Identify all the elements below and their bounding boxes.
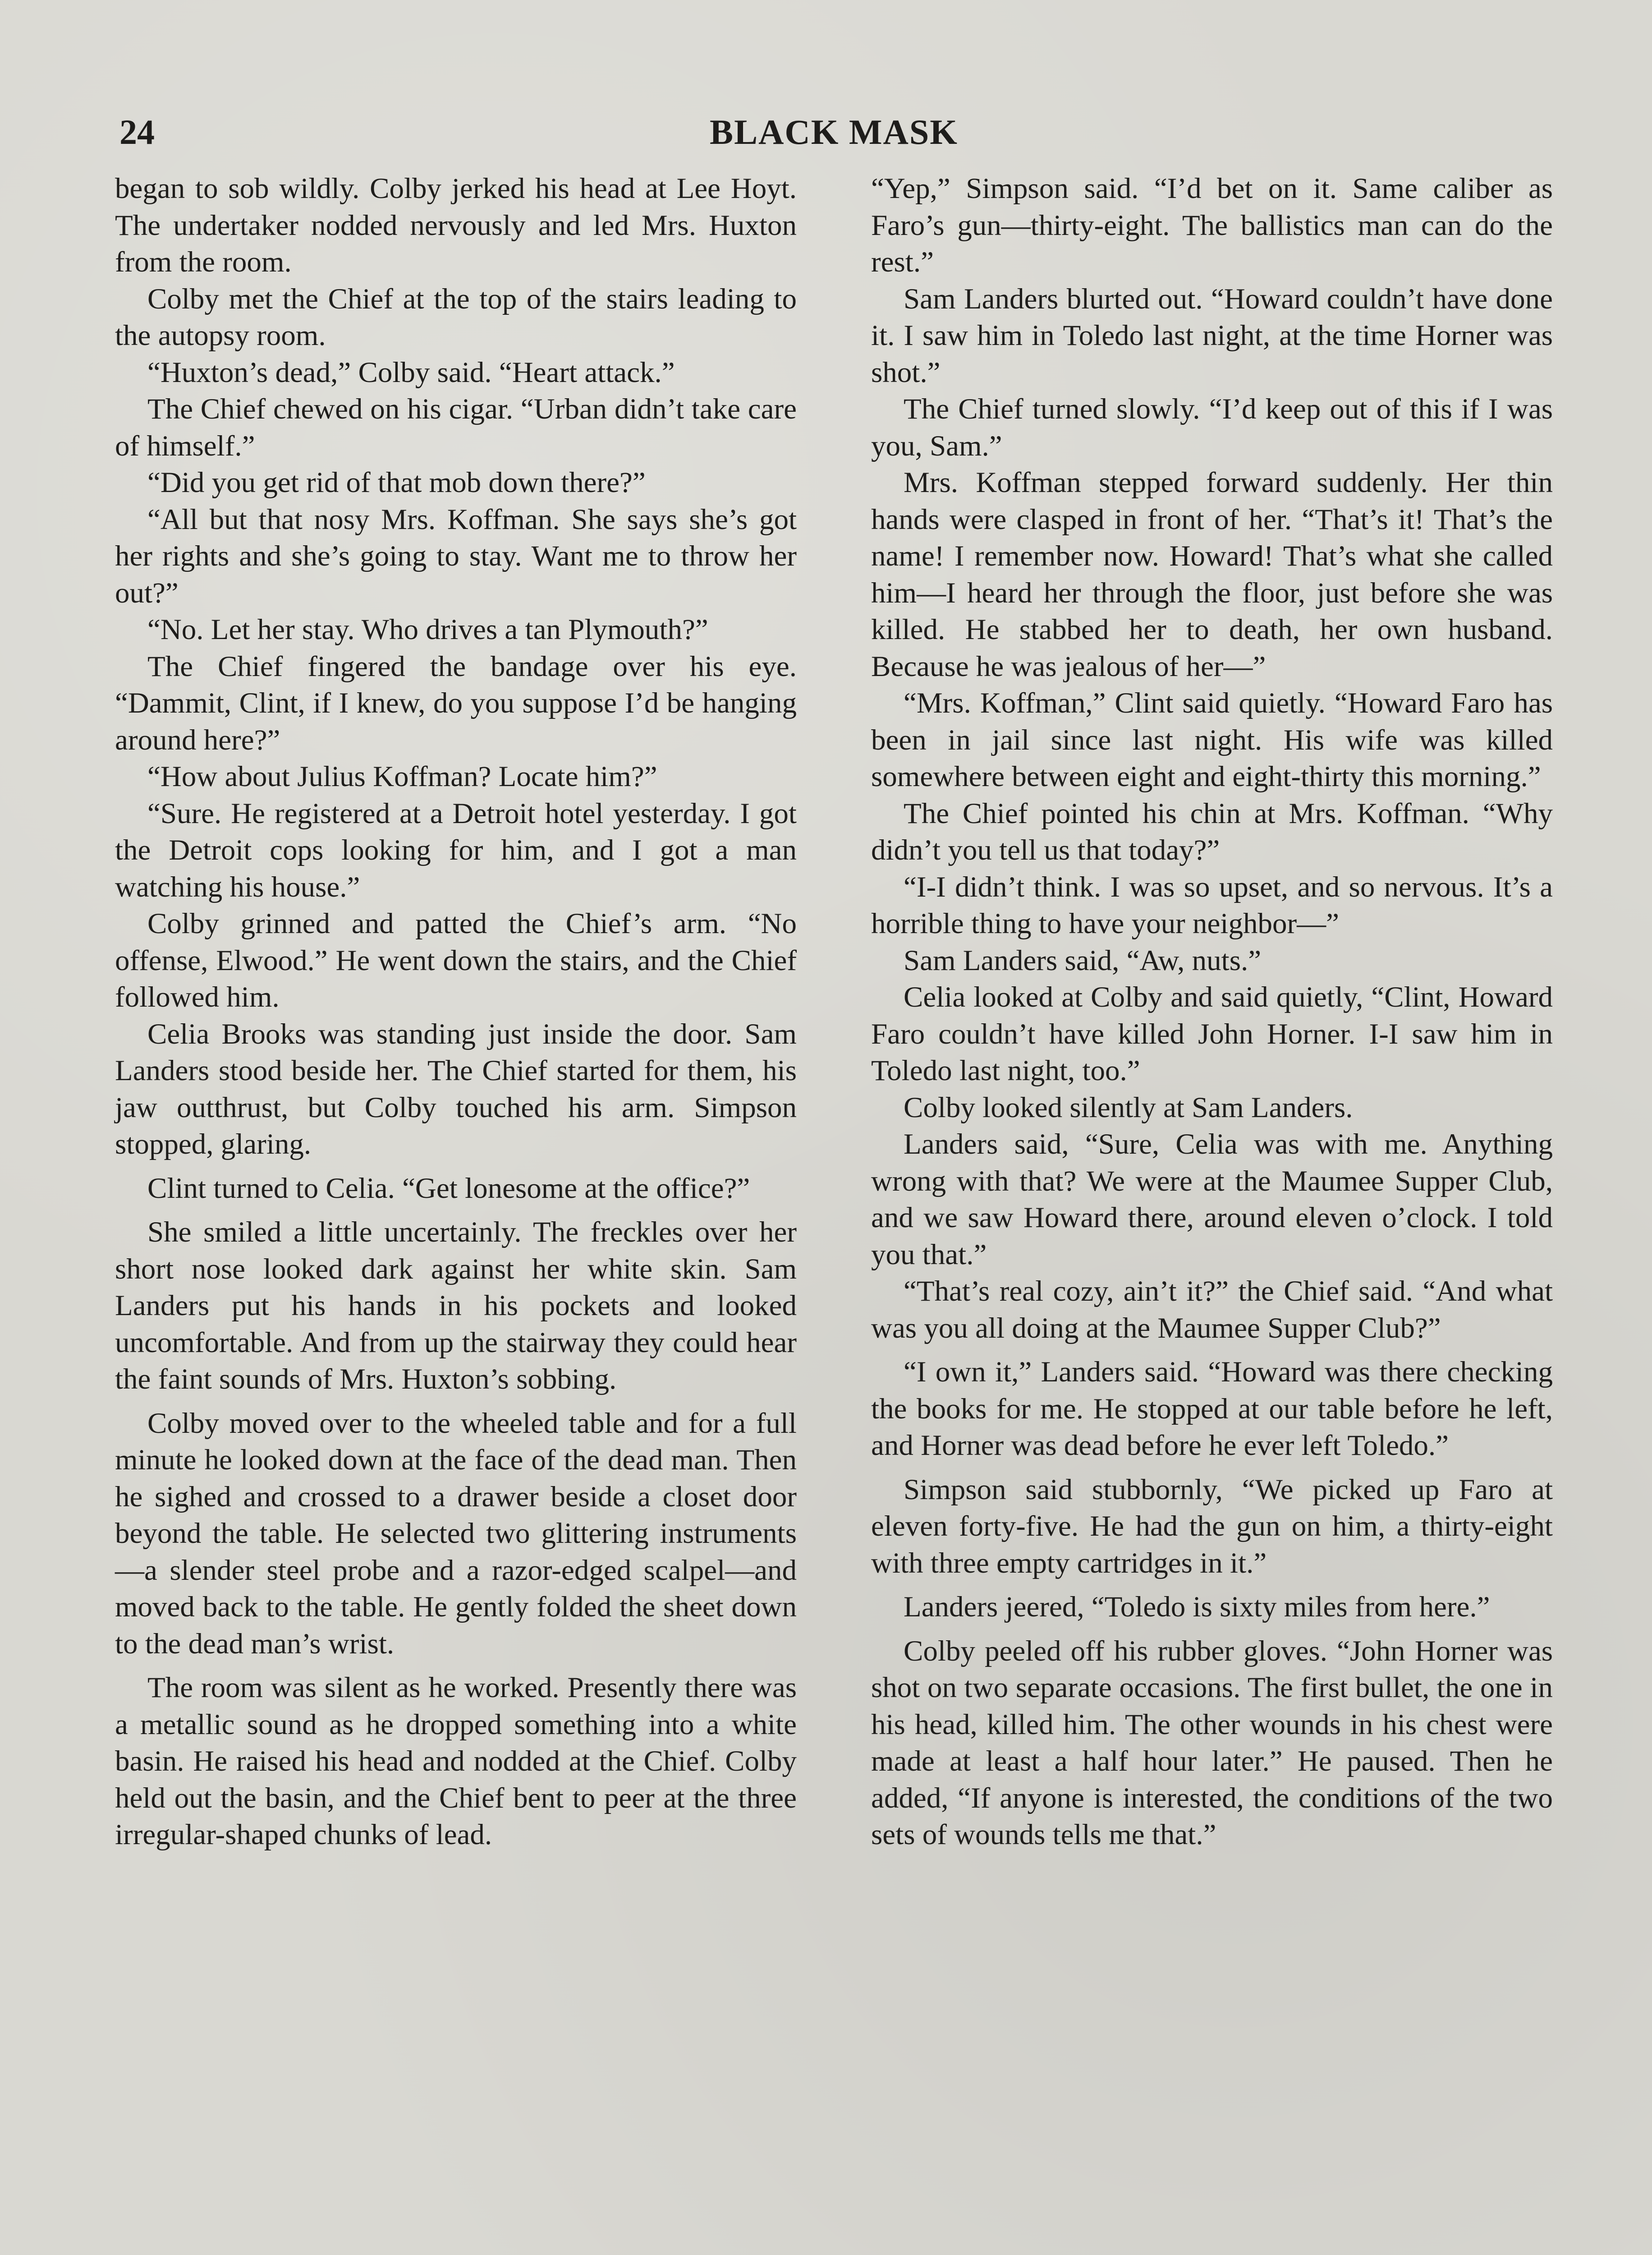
running-head: BLACK MASK [710,112,958,152]
paragraph: Celia looked at Colby and said quietly, “Clint, Howard Faro couldn’t have killed John Horner. I-I saw him in Toledo last night, too.” [871,981,1553,1087]
paragraph: Clint turned to Celia. “Get lonesome at the office?” [147,1172,750,1205]
paragraph: She smiled a little uncertainly. The freckles over her short nose looked dark against her white skin. Sam Landers put his hands in his pockets and looked uncomfortable. And from up the stairway they could hear the faint sounds of Mrs. Huxton’s sobbing. [115,1216,797,1395]
paragraph: Celia Brooks was standing just inside the door. Sam Landers stood beside her. The Chief started for them, his jaw outthrust, but Colby touched his arm. Simpson stopped, glaring. [115,1017,797,1160]
paragraph: Landers jeered, “Toledo is sixty miles from here.” [904,1591,1490,1623]
left-column [115,170,797,1854]
paragraph: Landers said, “Sure, Celia was with me. Anything wrong with that? We were at the Maumee Supper Club, and we saw Howard there, around eleven o’clock. I told you that.” [871,1128,1553,1271]
paragraph: Colby moved over to the wheeled table and for a full minute he looked down at the face of the dead man. Then he sighed and crossed to a drawer beside a closet door beyond the table. He selected two glittering instruments—a slender steel probe and a razor-edged scalpel—and moved back to the table. He gently folded the sheet down to the dead man’s wrist. [115,1407,797,1660]
paragraph: Colby peeled off his rubber gloves. “John Horner was shot on two separate occasions. The first bullet, the one in his head, killed him. The other wounds in his chest were made at least a half hour later.” He paused. Then he added, “If anyone is interested, the conditions of the two sets of wounds tells me that.” [871,1634,1553,1851]
paragraph: “How about Julius Koffman? Locate him?” [147,760,657,793]
paragraph: “Did you get rid of that mob down there?” [147,466,646,499]
paragraph: “Yep,” Simpson said. “I’d bet on it. Same caliber as Faro’s gun—thirty-eight. The ballistics man can do the rest.” [871,172,1553,278]
paragraph: The room was silent as he worked. Presently there was a metallic sound as he dropped something into a white basin. He raised his head and nodded at the Chief. Colby held out the basin, and the Chief bent to peer at the three irregular-shaped chunks of lead. [115,1671,797,1851]
paragraph: “Huxton’s dead,” Colby said. “Heart attack.” [147,356,675,389]
paragraph: Colby looked silently at Sam Landers. [904,1091,1353,1124]
paragraph: began to sob wildly. Colby jerked his head at Lee Hoyt. The undertaker nodded nervously and led Mrs. Huxton from the room. [115,172,797,278]
paragraph: “No. Let her stay. Who drives a tan Plymouth?” [147,613,708,646]
paragraph: The Chief turned slowly. “I’d keep out of this if I was you, Sam.” [871,393,1553,462]
paragraph: Simpson said stubbornly, “We picked up Faro at eleven forty-five. He had the gun on him, a thirty-eight with three empty cartridges in it.” [871,1473,1553,1579]
paragraph: Mrs. Koffman stepped forward suddenly. Her thin hands were clasped in front of her. “That’s it! That’s the name! I remember now. Howard! That’s what she called him—I heard her through the floor, just before she was killed. He stabbed her to death, her own husband. Because he was jealous of her—” [871,466,1553,683]
paragraph: “That’s real cozy, ain’t it?” the Chief said. “And what was you all doing at the Maumee Supper Club?” [871,1275,1553,1344]
paragraph: “I-I didn’t think. I was so upset, and so nervous. It’s a horrible thing to have your neighbor—” [871,870,1553,940]
paragraph: The Chief fingered the bandage over his eye. “Dammit, Clint, if I knew, do you suppose I’d be hanging around here?” [115,650,797,756]
right-column [871,170,1553,1854]
page-number: 24 [119,112,155,152]
paragraph: Sam Landers said, “Aw, nuts.” [904,944,1262,977]
paragraph: Colby grinned and patted the Chief’s arm. “No offense, Elwood.” He went down the stairs, and the Chief followed him. [115,907,797,1013]
paragraph: “Sure. He registered at a Detroit hotel yesterday. I got the Detroit cops looking for him, and I got a man watching his house.” [115,797,797,903]
paragraph: Colby met the Chief at the top of the stairs leading to the autopsy room. [115,282,797,352]
paragraph: “All but that nosy Mrs. Koffman. She says she’s got her rights and she’s going to stay. Want me to throw her out?” [115,503,797,609]
page-header [115,113,1553,162]
paragraph: The Chief chewed on his cigar. “Urban didn’t take care of himself.” [115,393,797,462]
paragraph: Sam Landers blurted out. “Howard couldn’t have done it. I saw him in Toledo last night, at the time Horner was shot.” [871,282,1553,389]
paragraph: The Chief pointed his chin at Mrs. Koffman. “Why didn’t you tell us that today?” [871,797,1553,866]
paragraph: “I own it,” Landers said. “Howard was there checking the books for me. He stopped at our table before he left, and Horner was dead before he ever left Toledo.” [871,1356,1553,1462]
text-columns [115,170,1553,1854]
paragraph: “Mrs. Koffman,” Clint said quietly. “Howard Faro has been in jail since last night. His wife was killed somewhere between eight and eight-thirty this morning.” [871,687,1553,793]
